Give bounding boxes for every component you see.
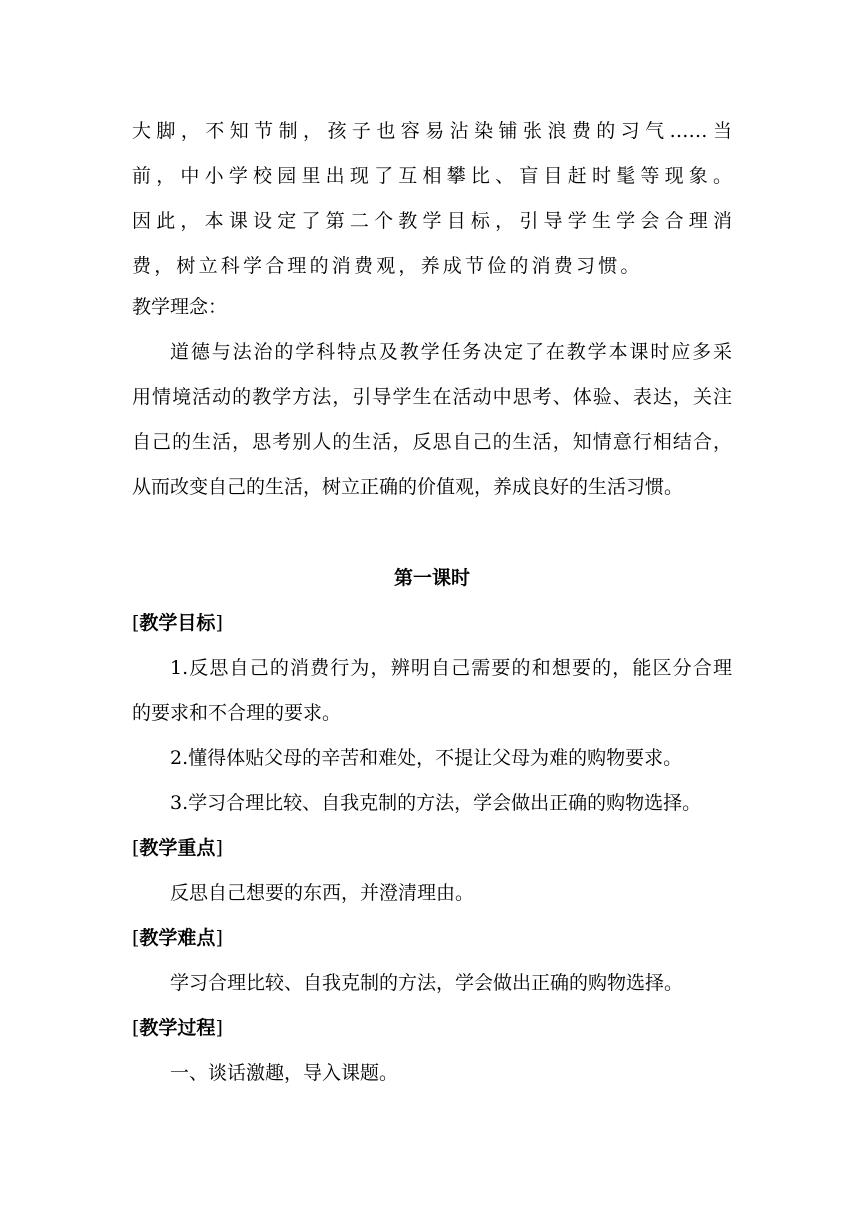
philosophy-line: 自己的生活，思考别人的生活，反思自己的生活，知情意行相结合， xyxy=(132,431,732,453)
lesson-title: 第一课时 xyxy=(393,567,470,589)
process-heading xyxy=(132,1016,732,1040)
difficulty-heading-text: 教学难点 xyxy=(139,927,216,949)
philosophy-label: 教学理念： xyxy=(132,296,228,318)
goal-item-1: 1.反思自己的消费行为，辨明自己需要的和想要的，能区分合理 xyxy=(170,657,732,679)
bracket-close: ] xyxy=(215,1017,223,1039)
paragraph-line: 大脚，不知节制，孩子也容易沾染铺张浪费的习气……当 xyxy=(132,120,732,142)
goal-item-1-cont: 的要求和不合理的要求。 xyxy=(132,702,342,724)
bracket-close: ] xyxy=(215,927,223,949)
philosophy-line: 从而改变自己的生活，树立正确的价值观，养成良好的生活习惯。 xyxy=(132,476,684,498)
bracket-open: [ xyxy=(132,1017,140,1039)
bracket-close: ] xyxy=(215,612,223,634)
bracket-close: ] xyxy=(215,837,223,859)
paragraph-line: 因此，本课设定了第二个教学目标，引导学生学会合理消 xyxy=(132,210,732,232)
difficulty-text: 学习合理比较、自我克制的方法，学会做出正确的购物选择。 xyxy=(170,972,684,994)
goals-heading xyxy=(132,611,732,635)
paragraph-line: 费，树立科学合理的消费观，养成节俭的消费习惯。 xyxy=(132,255,643,277)
process-heading-text: 教学过程 xyxy=(139,1017,216,1039)
goal-item-2: 2.懂得体贴父母的辛苦和难处，不提让父母为难的购物要求。 xyxy=(170,747,683,769)
focus-text: 反思自己想要的东西，并澄清理由。 xyxy=(170,882,475,904)
philosophy-line: 道德与法治的学科特点及教学任务决定了在教学本课时应多采 xyxy=(170,341,732,363)
bracket-open: [ xyxy=(132,837,140,859)
focus-heading-text: 教学重点 xyxy=(139,837,216,859)
goal-item-3: 3.学习合理比较、自我克制的方法，学会做出正确的购物选择。 xyxy=(170,792,702,814)
philosophy-line: 用情境活动的教学方法，引导学生在活动中思考、体验、表达，关注 xyxy=(132,386,732,408)
paragraph-line: 前，中小学校园里出现了互相攀比、盲目赶时髦等现象。 xyxy=(132,165,732,187)
focus-heading xyxy=(132,836,732,860)
goals-heading-text: 教学目标 xyxy=(139,612,216,634)
process-step-1: 一、谈话激趣，导入课题。 xyxy=(170,1062,399,1084)
bracket-open: [ xyxy=(132,927,140,949)
difficulty-heading xyxy=(132,926,732,950)
bracket-open: [ xyxy=(132,612,140,634)
